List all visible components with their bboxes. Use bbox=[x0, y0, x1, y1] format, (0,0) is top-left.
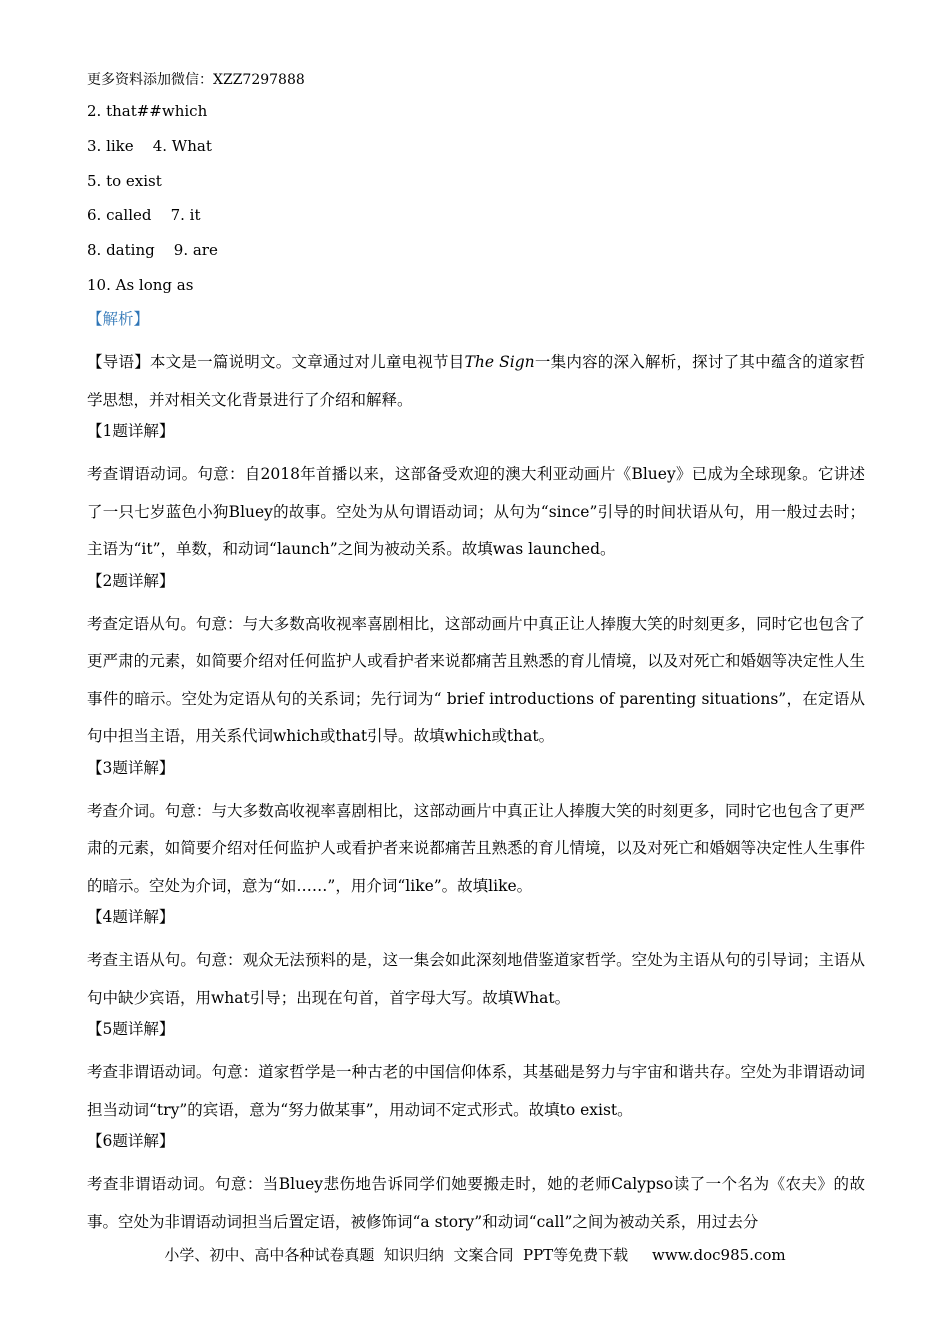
section-text: 考查非谓语动词。句意：道家哲学是一种古老的中国信仰体系，其基础是努力与宇宙和谐共存。空处为非谓语动词担当动词“try”的宾语，意为“努力做某事”，用动词不定式形式。故填to exist。 bbox=[87, 1063, 865, 1119]
section-label: 【2题详解】 bbox=[87, 571, 175, 590]
analysis-body bbox=[87, 307, 865, 1241]
section-text: 考查非谓语动词。句意：当Bluey悲伤地告诉同学们她要搬走时，她的老师Calypso读了一个名为《农夫》的故事。空处为非谓语动词担当后置定语，被修饰词“a story”和动词“call”之间为被动关系，用过去分 bbox=[87, 1175, 865, 1231]
section-label: 【1题详解】 bbox=[87, 422, 175, 440]
analysis-label: 【解析】 bbox=[87, 310, 150, 328]
intro-text-before: 【导语】本文是一篇说明文。文章通过对儿童电视节目 bbox=[87, 353, 465, 371]
intro-paragraph bbox=[87, 344, 865, 419]
section-text: 考查主语从句。句意：观众无法预料的是，这一集会如此深刻地借鉴道家哲学。空处为主语从句的引导词；主语从句中缺少宾语，用what引导；出现在句首，首字母大写。故填What。 bbox=[87, 951, 865, 1007]
section-label: 【6题详解】 bbox=[87, 1132, 175, 1150]
answer-line: 3. like 4. What bbox=[87, 136, 212, 155]
section-label: 【5题详解】 bbox=[87, 1020, 175, 1038]
answer-line: 5. to exist bbox=[87, 171, 162, 190]
section-text: 考查介词。句意：与大多数高收视率喜剧相比，这部动画片中真正让人捧腹大笑的时刻更多，同时它也包含了更严肃的元素，如简要介绍对任何监护人或看护者来说都痛苦且熟悉的育儿情境，以及对死亡和婚姻等决定性人生事件的暗示。空处为介词，意为“如……”，用介词“like”。故填like。 bbox=[87, 801, 865, 895]
section-text: 考查谓语动词。句意：自2018年首播以来，这部备受欢迎的澳大利亚动画片《Bluey》已成为全球现象。它讲述了一只七岁蓝色小狗Bluey的故事。空处为从句谓语动词；从句为“since”引导的时间状语从句，用一般过去时；主语为“it”，单数，和动词“launch”之间为被动关系。故填was launched。 bbox=[87, 465, 865, 558]
answer-list bbox=[87, 99, 867, 308]
section-text: 考查定语从句。句意：与大多数高收视率喜剧相比，这部动画片中真正让人捧腹大笑的时刻更多，同时它也包含了更严肃的元素，如简要介绍对任何监护人或看护者来说都痛苦且熟悉的育儿情境，以及对死亡和婚姻等决定性人生事件的暗示。空处为定语从句的关系词；先行词为“ brief introductions of parenting situations”，在定语从句中担当主语，用关系代词which或that引导。故填which或that。 bbox=[87, 614, 865, 745]
section-label: 【3题详解】 bbox=[87, 758, 175, 777]
intro-program-title: The Sign bbox=[464, 353, 535, 371]
answer-line: 6. called 7. it bbox=[87, 206, 201, 225]
contact-note: 更多资料添加微信：XZZ7297888 bbox=[87, 72, 305, 88]
section-label: 【4题详解】 bbox=[87, 908, 175, 926]
answer-line: 2. that##which bbox=[87, 102, 208, 120]
answer-line: 8. dating 9. are bbox=[87, 241, 218, 260]
intro-text-after: 一集内容的深入解析，探讨了其中蕴含的道家哲学思想，并对相关文化背景进行了介绍和解释。 bbox=[87, 353, 865, 409]
page-footer: 小学、初中、高中各种试卷真题 知识归纳 文案合同 PPT等免费下载 www.doc985.com bbox=[164, 1246, 786, 1264]
answer-line: 10. As long as bbox=[87, 275, 194, 294]
